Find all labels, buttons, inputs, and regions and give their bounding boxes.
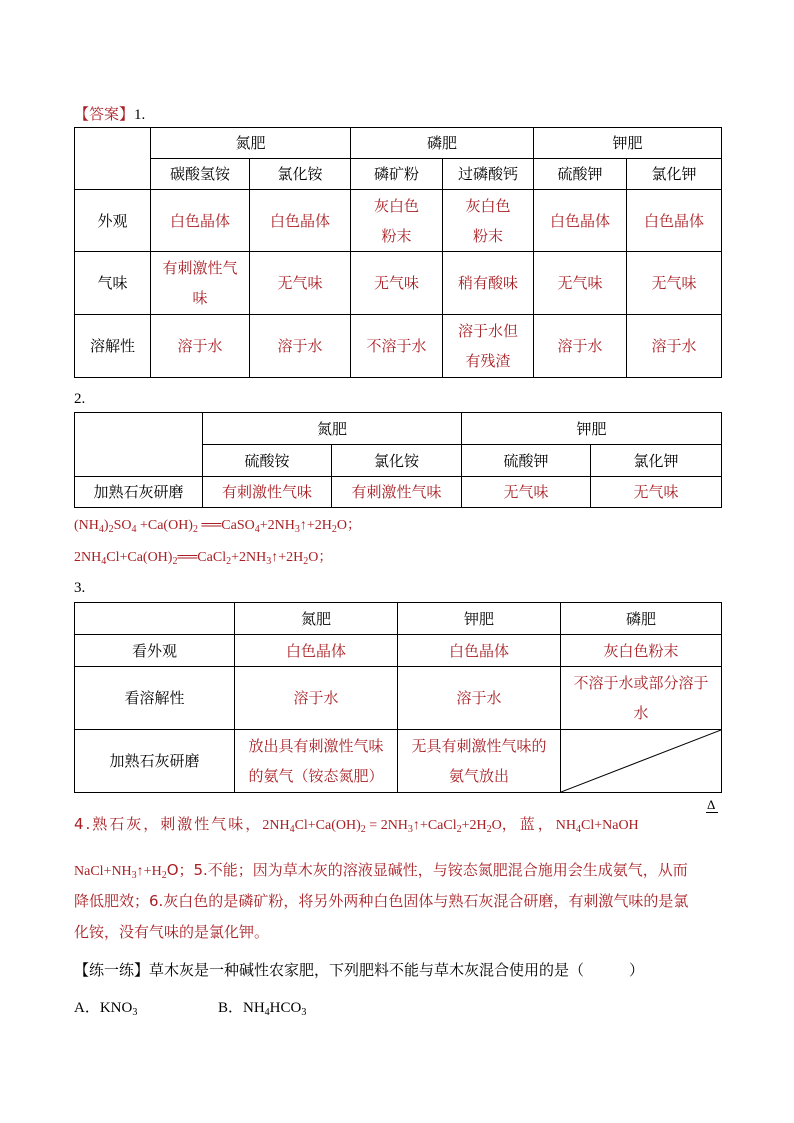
table1-fertilizer: 过磷酸钙 (443, 159, 534, 190)
table1-fertilizer: 氯化铵 (250, 159, 351, 190)
table1-corner (75, 128, 151, 190)
table2-group-potassium: 钾肥 (462, 413, 722, 445)
lime-grinding-table (74, 412, 722, 508)
table1-cell: 白色晶体 (627, 190, 722, 252)
q4-line1: 4.熟石灰，刺激性气味，$2NH_4Cl+Ca(OH)_2$ = $2NH_3↑+CaCl_2+2H_2O$，蓝，$NH_4Cl+NaOH$ (74, 815, 639, 835)
equation-ammonium-chloride: $2NH_4Cl+Ca(OH)_2══CaCl_2+2NH_3↑+2H_2O$； (74, 550, 333, 567)
table3-corner (75, 603, 235, 635)
table1-cell: 不溶于水 (351, 315, 443, 378)
table1-cell: 溶于水 (151, 315, 250, 378)
table1-group-nitrogen: 氮肥 (151, 128, 351, 159)
table1-cell: 白色晶体 (250, 190, 351, 252)
practice-question (74, 958, 644, 982)
practice-question-text: 草木灰是一种碱性农家肥，下列肥料不能与草木灰混合使用的是（ ） (149, 961, 645, 979)
option-a[interactable]: A．$KNO_3$ (74, 1000, 138, 1018)
table3-cell: 溶于水 (235, 667, 398, 730)
answer-header (74, 102, 145, 127)
table3-cell: 放出具有刺激性气味 的氨气（铵态氮肥） (235, 730, 398, 793)
table2-cell: 有刺激性气味 (203, 477, 332, 508)
table3-cell: 白色晶体 (235, 635, 398, 667)
table1-fertilizer: 氯化钾 (627, 159, 722, 190)
table1-cell: 无气味 (627, 252, 722, 315)
table3-header: 氮肥 (235, 603, 398, 635)
table2-fertilizer: 氯化铵 (332, 445, 462, 477)
table1-row-odor (75, 252, 722, 315)
table2-fertilizer: 硫酸钾 (462, 445, 591, 477)
table3-cell: 白色晶体 (398, 635, 561, 667)
table1-cell: 无气味 (250, 252, 351, 315)
table3-cell: 不溶于水或部分溶于 水 (561, 667, 722, 730)
fertilizer-properties-table (74, 127, 722, 378)
q3-number: 3. (74, 580, 86, 596)
table1-cell: 无气味 (534, 252, 627, 315)
table1-cell: 灰白色 粉末 (351, 190, 443, 252)
table3-cell: 灰白色粉末 (561, 635, 722, 667)
diagonal-slash (561, 730, 721, 792)
table1-fertilizer: 硫酸钾 (534, 159, 627, 190)
q4-line2: $NaCl+NH_3↑+H_2O$；5.不能；因为草木灰的溶液显碱性，与铵态氮肥混合施用会生成氨气，从而 (74, 861, 688, 881)
table1-cell: 灰白色 粉末 (443, 190, 534, 252)
table3-row-label: 看外观 (75, 635, 235, 667)
identification-table (74, 602, 722, 793)
answer-number: 1. (134, 107, 146, 123)
table1-cell: 白色晶体 (534, 190, 627, 252)
table1-row-solubility (75, 315, 722, 378)
heating-delta-symbol: Δ (707, 797, 716, 812)
answer-label: 【答案】 (74, 105, 135, 123)
table2-group-nitrogen: 氮肥 (203, 413, 462, 445)
table3-cell: 无具有刺激性气味的 氨气放出 (398, 730, 561, 793)
table1-row-label: 气味 (75, 252, 151, 315)
q2-number: 2. (74, 391, 86, 407)
table2-cell: 无气味 (591, 477, 722, 508)
table2-fertilizer: 氯化钾 (591, 445, 722, 477)
table1-row-appearance (75, 190, 722, 252)
table1-cell: 溶于水 (627, 315, 722, 378)
table3-header: 磷肥 (561, 603, 722, 635)
table1-group-phosphorus: 磷肥 (351, 128, 534, 159)
table1-cell: 无气味 (351, 252, 443, 315)
table1-cell: 溶于水 (250, 315, 351, 378)
table1-fertilizer: 碳酸氢铵 (151, 159, 250, 190)
table1-cell: 稍有酸味 (443, 252, 534, 315)
table2-cell: 有刺激性气味 (332, 477, 462, 508)
option-b[interactable]: B．$NH_4HCO_3$ (218, 1000, 307, 1018)
table3-empty-slashed-cell (561, 730, 722, 793)
table1-group-potassium: 钾肥 (534, 128, 722, 159)
practice-label: 【练一练】 (74, 961, 150, 979)
table2-fertilizer: 硫酸铵 (203, 445, 332, 477)
table3-header: 钾肥 (398, 603, 561, 635)
table2-corner (75, 413, 203, 477)
table1-cell: 白色晶体 (151, 190, 250, 252)
table3-row-label: 加熟石灰研磨 (75, 730, 235, 793)
table1-cell: 有刺激性气 味 (151, 252, 250, 315)
table1-row-label: 溶解性 (75, 315, 151, 378)
table1-cell: 溶于水 (534, 315, 627, 378)
table2-cell: 无气味 (462, 477, 591, 508)
reaction-arrow-line (706, 812, 718, 813)
table3-cell: 溶于水 (398, 667, 561, 730)
table2-row-label: 加熟石灰研磨 (75, 477, 203, 508)
q4-line4: 化铵，没有气味的是氯化钾。 (74, 923, 270, 941)
q4-line3: 降低肥效；6.灰白色的是磷矿粉，将另外两种白色固体与熟石灰混合研磨，有刺激气味的是氯 (74, 892, 689, 910)
equation-ammonium-sulfate: $(NH_4)_2SO_4 +Ca(OH)_2$ $══CaSO_4+2NH_3↑+2H_2O$； (74, 518, 362, 535)
table3-row-label: 看溶解性 (75, 667, 235, 730)
table1-row-label: 外观 (75, 190, 151, 252)
table1-fertilizer: 磷矿粉 (351, 159, 443, 190)
table1-cell: 溶于水但 有残渣 (443, 315, 534, 378)
